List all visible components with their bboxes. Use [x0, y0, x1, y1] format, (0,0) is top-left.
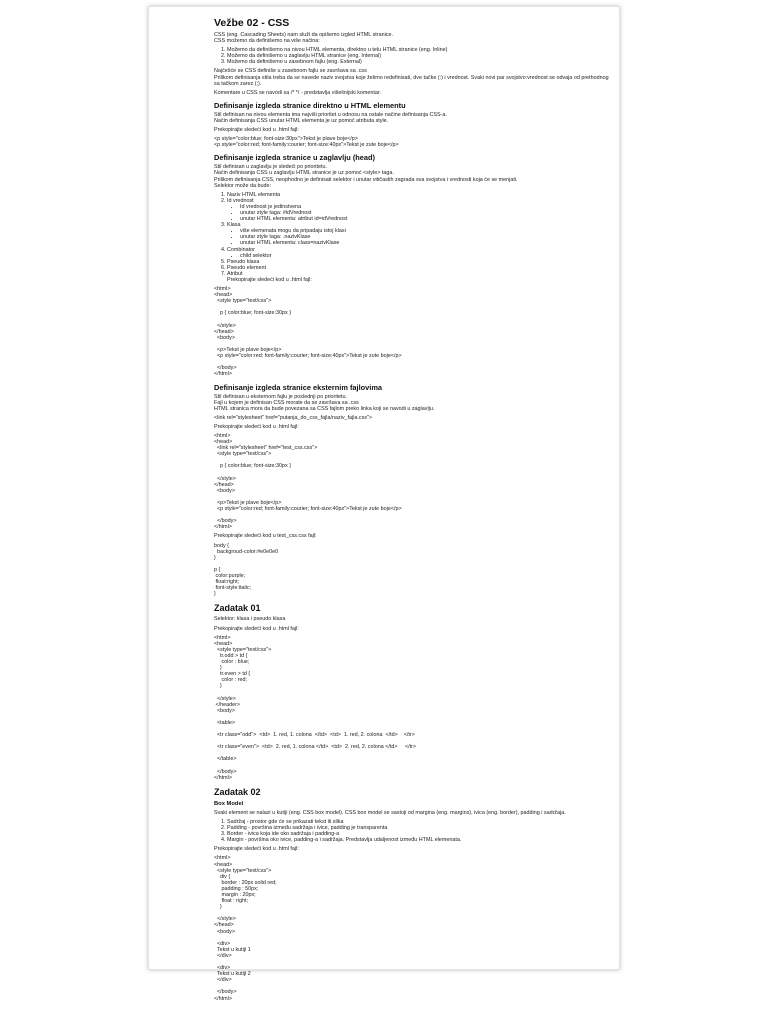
list-item-text: Pseudo klasa	[227, 258, 260, 265]
task1-paragraph: Selektor: klasa i pseudo klasa	[214, 616, 286, 623]
list-item-text: Klasa	[227, 222, 241, 229]
list-item: 2. Možemo da definišemo u zaglavlju HTML stranice (eng. Internal)	[227, 53, 609, 59]
list-item	[227, 247, 609, 259]
copy-note: Prekopirajte sledeći kod u .html fajl:	[214, 423, 299, 430]
list-item: 2. Padding - površina između sadržaja i ivice, padding je transparenta	[227, 825, 609, 831]
copy-note: Prekopirajte sledeći kod u .html fajl:	[214, 846, 299, 853]
css-code-block: body { backgroud-color:#e0e0e0 } p { color:purple; float:right; font-style:italic; }	[214, 542, 279, 598]
list-item	[227, 198, 609, 222]
section-heading-inline: Definisanje izgleda stranice direktno u HTML elementu	[214, 100, 406, 110]
section-heading-head: Definisanje izgleda stranice u zaglavlju (head)	[214, 153, 375, 163]
task2-heading: Zadatak 02	[214, 786, 261, 797]
list-item: 3. Border - ivica koja ide oko sadržaja i padding-a	[227, 831, 609, 837]
task1-heading: Zadatak 01	[214, 603, 261, 614]
selector-list	[214, 192, 609, 283]
code-block: <html> <head> <style type="text/css"> tr.odd > td { color : blue; } tr.even > td { color : red; } </style> </header> <body> <table> <tr class="odd"> <td> 1. red, 1. colona </td> <td> 1. red, 2. colona </td> </tr> <tr class="even"> <td> 2. red, 1. colona </td> <td> 2. red, 2. colona </td> </tr> </table> </body> </html>	[214, 634, 417, 781]
copy-note: Prekopirajte sledeći kod u .html fajl:	[214, 127, 299, 134]
list-item-text: Pseudo element	[227, 264, 266, 271]
section-paragraph: Stil definisan na nivou elementa ima najviši prioritet u odnosu na ostale načine definisanja CSS-a. Način definisanja CSS unutar HTML elementa je uz pomoć atributa style.	[214, 111, 447, 124]
page-title: Vežbe 02 - CSS	[214, 17, 290, 29]
list-item-text: Combinator	[227, 246, 255, 253]
sub-list-item: • unutar style taga: .nazivKlase	[240, 234, 609, 240]
list-item-text: Id vrednost	[227, 197, 254, 204]
task2-subheading: Box Model	[214, 800, 244, 807]
sub-list-item: • više elemenata mogu da pripadaju istoj klasi	[240, 228, 609, 234]
sub-list-item: • child selektor	[240, 253, 609, 259]
intro-paragraph: Najčešće se CSS definiše u zasebnom fajlu se završava sa .css Prilikom definisanja stila treba da se navede naziv svojstva koje želimo redefinisati, dve tačke (:) i vrednost. Svaki novi par svojstvo:vrednost se odvaja od prethodnog sa tačkom zarez (;).	[214, 68, 609, 87]
code-block: <html> <head> <style type="text/css"> div { border : 20px solid red; padding : 50px; margin : 20px; float : right; } </style> </head> <body> <div> Tekst u kutiji 1 </div> <div> Tekst u kutiji 2 </div> </body> </html>	[214, 855, 277, 1002]
copy-note: Prekopirajte sledeći kod u test_css.css fajl:	[214, 533, 317, 540]
intro-paragraph: CSS (eng. Cascading Sheets) nam služi da opišemo izgled HTML stranice. CSS možemo da definišemo na više načina:	[214, 32, 393, 45]
intro-paragraph: Komentare u CSS se navodi sa /* */ - predstavlja višelinijski komentar.	[214, 89, 381, 96]
section-paragraph: Stil definisan u eksternom fajlu je poslednji po prioritetu. Fajl u kojem je definisan CSS morate da se završava sa .css HTML stranica mora da bude povezana sa CSS fajlom preko linka koji se navodi u zaglavlju.	[214, 393, 435, 412]
section-paragraph: Stil definisan u zaglavlju je sledeći po prioritetu. Način definisanja CSS u zaglavlju HTML stranice je uz pomoć <style> taga. Prilikom definisanja CSS, neophodno je definisati selektor i unutar vitičastih zagrada sva svojstva i vrednosti koja će se menjati. Selektor može da bude:	[214, 164, 518, 189]
link-code: <link rel="stylesheet" href="putanja_do_css_fajla/naziv_fajla.css">	[214, 414, 373, 421]
code-block: <p style="color:blue; font-size:30px">Tekst je plave boje</p> <p style="color:red; font-family:courier; font-size:40px">Tekst je zute boje</p>	[214, 136, 399, 149]
sub-list-item: • Id vrednost je jedinstvena	[240, 204, 609, 210]
list-item: 1. Sadržaj - prostor gde će se prikazati tekst ili slika	[227, 819, 609, 825]
sub-list-item: • unutar HTML elementa: atribut id=idVrednost	[240, 216, 609, 222]
sub-list	[227, 204, 609, 222]
sub-list	[227, 228, 609, 246]
list-item	[227, 271, 609, 283]
box-model-list	[214, 819, 609, 843]
list-item: 4. Margin - površina oko ivice, padding-a i sadržaja. Predstavlja udaljenost između HTML elemenata.	[227, 837, 609, 843]
sub-list-item: • unutar style taga: #idVrednost	[240, 210, 609, 216]
sub-list-item: • unutar HTML elementa: class=nazivKlase	[240, 240, 609, 246]
list-item-text: Naziv HTML elementa	[227, 191, 281, 198]
list-item: 1. Možemo da definišemo na nivou HTML elementa, direktno u telu HTML stranice (eng. Inline)	[227, 47, 609, 53]
code-block: <html> <head> <style type="text/css"> p { color:blue; font-size:30px } </style> </head> <body> <p>Tekst je plave boje</p> <p style="color:red; font-family:courier; font-size:40px">Tekst je zute boje</p> </body> </html>	[214, 286, 402, 378]
list-item: 3. Možemo da definišemo u zasebnom fajlu (eng. External)	[227, 59, 609, 65]
list-item-text: Atribut Prekopirajte sledeći kod u .html fajl:	[227, 270, 312, 283]
intro-list	[214, 47, 609, 65]
document-page	[148, 6, 620, 1002]
section-heading-external: Definisanje izgleda stranice eksternim fajlovima	[214, 382, 382, 392]
task2-paragraph: Svaki element se nalazi u kutiji (eng. CSS box model). CSS box model se sastoji od margina (eng. margins), ivica (eng. border), padding i sadržaja.	[214, 809, 566, 816]
list-item	[227, 222, 609, 246]
document-content	[214, 17, 609, 1005]
code-block: <html> <head> <link rel="stylesheet" href="test_css.css"> <style type="text/css"> p { color:blue; font-size:30px } </style> </head> <body> <p>Tekst je plave boje</p> <p style="color:red; font-family:courier; font-size:40px">Tekst je zute boje</p> </body> </html>	[214, 432, 402, 531]
copy-note: Prekopirajte sledeći kod u .html fajl:	[214, 625, 299, 632]
